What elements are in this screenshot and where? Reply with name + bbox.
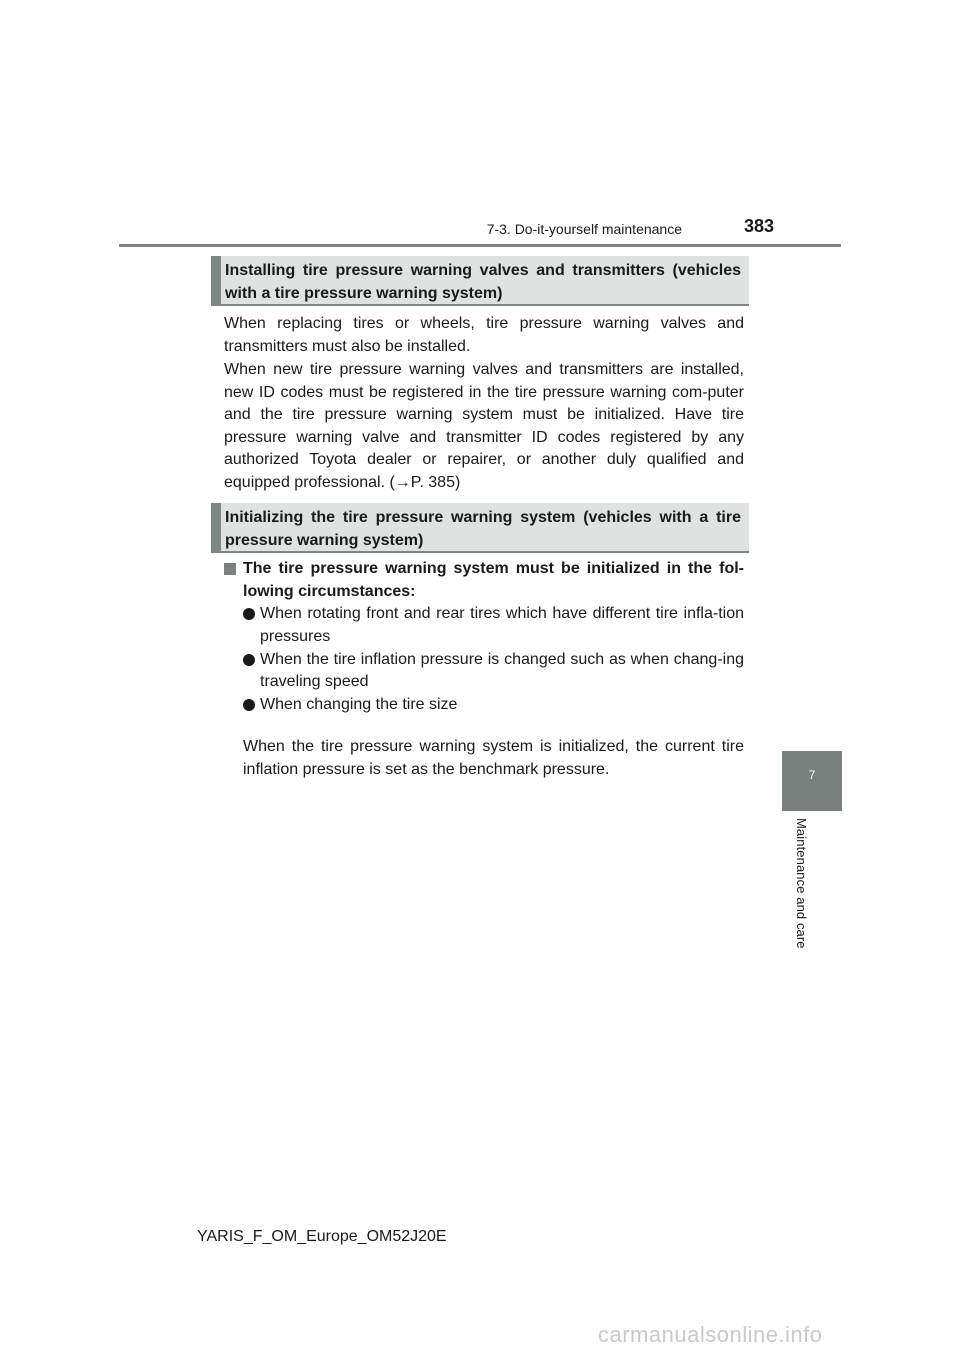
list-item bbox=[243, 694, 744, 717]
section-title: 7-3. Do-it-yourself maintenance bbox=[486, 221, 682, 237]
list-item-text: When rotating front and rear tires which have different tire infla-tion pressures bbox=[260, 605, 744, 645]
paragraph-benchmark: When the tire pressure warning system is initialized, the current tire inflation pressure is set as the benchmark pressure. bbox=[243, 738, 744, 778]
chapter-label: Maintenance and care bbox=[794, 818, 809, 949]
list-item bbox=[243, 649, 744, 694]
circumstance-list bbox=[243, 603, 744, 717]
bullet-icon bbox=[243, 654, 255, 666]
page-number: 383 bbox=[743, 216, 774, 236]
paragraph-replacing: When replacing tires or wheels, tire pressure warning valves and transmitters must also be installed. bbox=[224, 315, 744, 355]
header-divider bbox=[119, 244, 841, 247]
paragraph-id-codes: When new tire pressure warning valves and transmitters are installed, new ID codes must be registered in the tire pressure warning com-puter and the tire pressure warning system must be initialized. Have tire pressure warning valve and transmitter ID codes registered by any authorized Toyota dealer or repairer, or another duly qualified and equipped professional. (→P. 385) bbox=[224, 361, 744, 491]
section-heading-installing: Installing tire pressure warning valves and transmitters (vehicles with a tire pressure warning system) bbox=[211, 256, 749, 306]
subheading-text: The tire pressure warning system must be initialized in the fol-lowing circumstances: bbox=[243, 560, 744, 600]
square-marker-icon bbox=[224, 563, 236, 575]
list-item-text: When changing the tire size bbox=[260, 696, 458, 713]
chapter-tab[interactable] bbox=[782, 751, 842, 811]
list-item-text: When the tire inflation pressure is changed such as when chang-ing traveling speed bbox=[260, 650, 744, 690]
list-item bbox=[243, 603, 744, 648]
bullet-icon bbox=[243, 608, 255, 620]
chapter-number: 7 bbox=[808, 768, 816, 782]
section-heading-initializing: Initializing the tire pressure warning system (vehicles with a tire pressure warning system) bbox=[211, 503, 749, 553]
watermark-link[interactable]: carmanualsonline.info bbox=[598, 1322, 823, 1347]
document-code: YARIS_F_OM_Europe_OM52J20E bbox=[197, 1228, 447, 1245]
bullet-icon bbox=[243, 699, 255, 711]
subheading-circumstances bbox=[224, 558, 744, 603]
